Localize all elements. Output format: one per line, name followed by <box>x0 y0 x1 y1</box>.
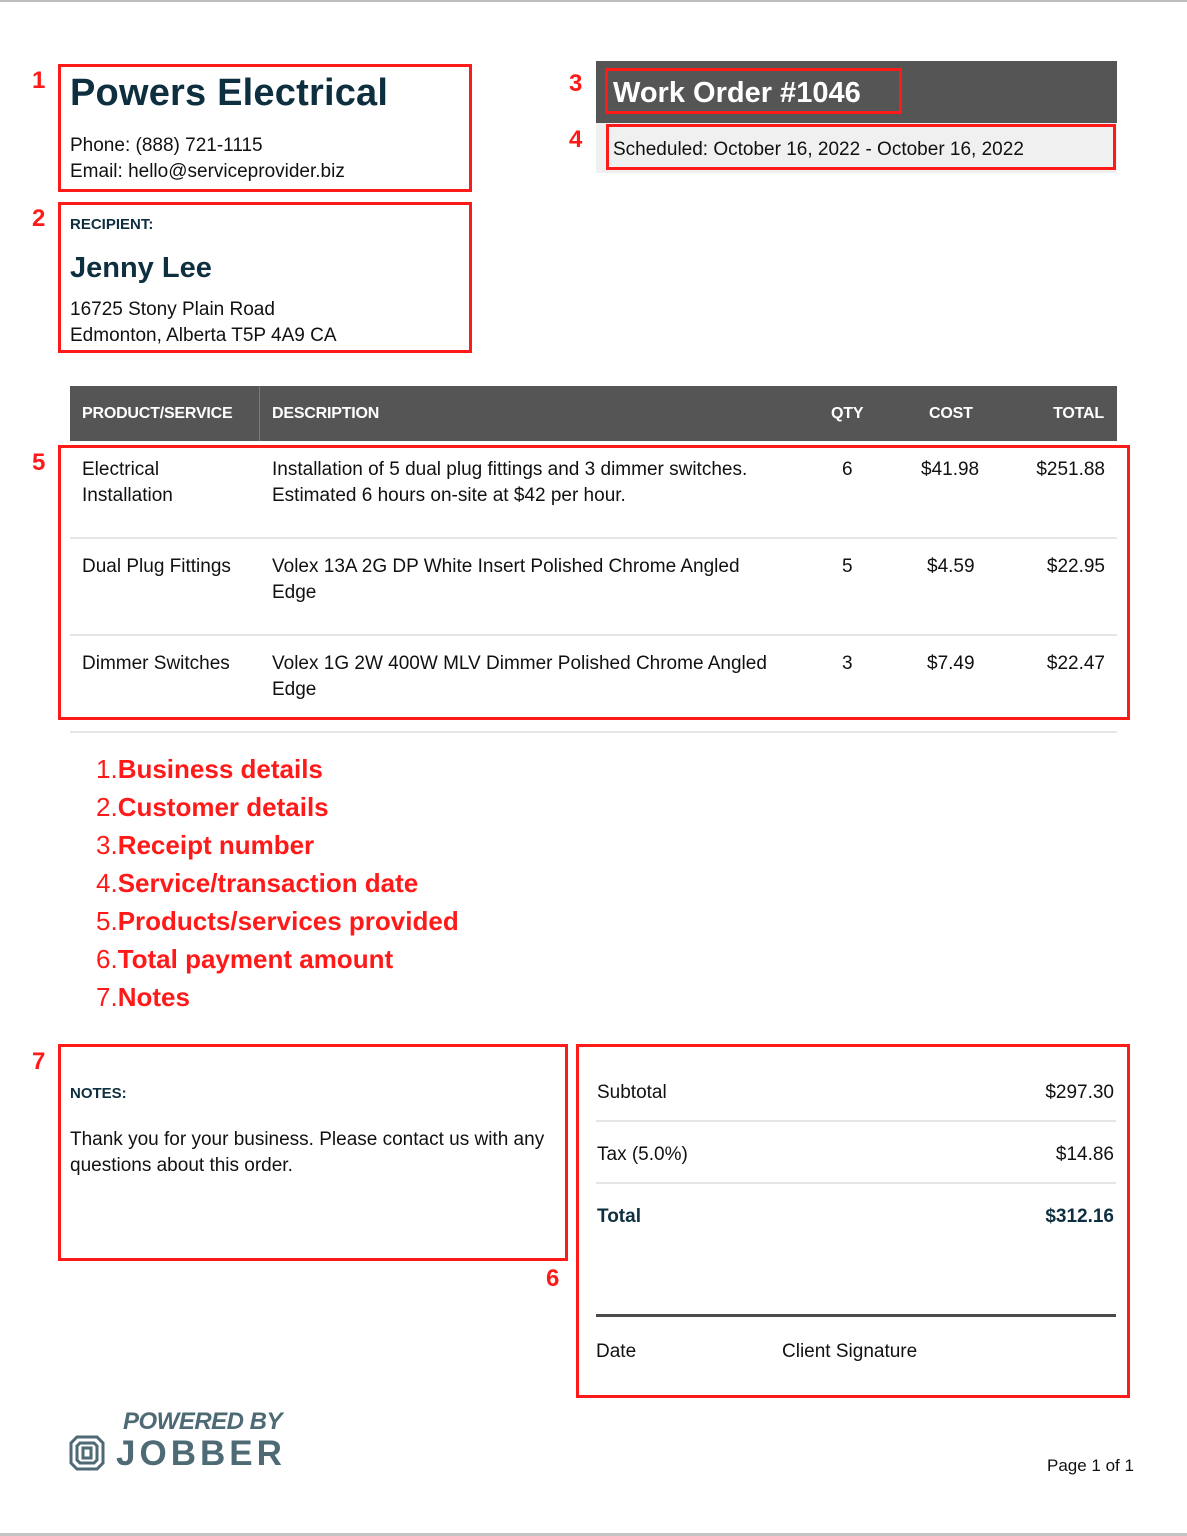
header-divider <box>259 386 260 441</box>
legend-text: Business details <box>117 754 323 784</box>
row-description-cont: Edge <box>272 582 317 603</box>
legend-item <box>96 984 190 1010</box>
powered-by-label: POWERED BY <box>123 1408 283 1435</box>
business-email: Email: hello@serviceprovider.biz <box>70 161 345 182</box>
col-header-qty: QTY <box>831 405 864 422</box>
legend-text: Notes <box>117 982 190 1012</box>
recipient-address-line1: 16725 Stony Plain Road <box>70 299 275 320</box>
row-description: Volex 1G 2W 400W MLV Dimmer Polished Chrome Angled <box>272 653 767 674</box>
recipient-label: RECIPIENT: <box>70 216 154 233</box>
client-signature-label: Client Signature <box>782 1341 918 1362</box>
work-order-title: Work Order #1046 <box>613 77 861 109</box>
callout-number: 1 <box>32 67 46 94</box>
legend-item <box>96 908 459 934</box>
legend-number: 4. <box>96 868 118 898</box>
row-total: $22.47 <box>1046 653 1105 674</box>
line-items-table-header <box>70 386 1117 441</box>
legend-item <box>96 832 314 858</box>
legend-number: 5. <box>96 906 118 936</box>
tax-value: $14.86 <box>1055 1144 1114 1165</box>
page-number: Page 1 of 1 <box>1047 1456 1134 1475</box>
business-name: Powers Electrical <box>70 72 389 114</box>
notes-label: NOTES: <box>70 1085 127 1102</box>
callout-box-total <box>576 1044 1130 1398</box>
subtotal-label: Subtotal <box>597 1082 667 1103</box>
row-cost: $4.59 <box>927 556 975 577</box>
row-total: $22.95 <box>1046 556 1105 577</box>
legend-item <box>96 870 418 896</box>
row-description: Installation of 5 dual plug fittings and 3 dimmer switches. <box>272 459 748 480</box>
legend-text: Products/services provided <box>117 906 459 936</box>
legend-text: Customer details <box>117 792 329 822</box>
row-cost: $7.49 <box>927 653 975 674</box>
row-total: $251.88 <box>1036 459 1105 480</box>
row-product: Dimmer Switches <box>82 653 230 674</box>
callout-box-products <box>58 445 1130 720</box>
legend-text: Total payment amount <box>117 944 394 974</box>
date-label: Date <box>596 1341 637 1362</box>
col-header-product: PRODUCT/SERVICE <box>82 405 233 422</box>
total-label: Total <box>597 1206 641 1227</box>
row-description: Volex 13A 2G DP White Insert Polished Chrome Angled <box>272 556 740 577</box>
row-cost: $41.98 <box>921 459 980 480</box>
legend-number: 1. <box>96 754 118 784</box>
legend-number: 6. <box>96 944 118 974</box>
col-header-description: DESCRIPTION <box>272 405 380 422</box>
col-header-total: TOTAL <box>1053 405 1104 422</box>
tax-label: Tax (5.0%) <box>597 1144 688 1165</box>
callout-box-notes <box>58 1044 568 1261</box>
recipient-name: Jenny Lee <box>70 252 212 284</box>
jobber-wordmark: JOBBER <box>116 1434 286 1473</box>
callout-number: 6 <box>546 1265 560 1292</box>
callout-number: 7 <box>32 1048 46 1075</box>
col-header-cost: COST <box>929 405 973 422</box>
subtotal-value: $297.30 <box>1045 1082 1114 1103</box>
row-description-cont: Edge <box>272 679 317 700</box>
callout-box-date <box>606 124 1116 170</box>
table-bottom-divider <box>70 731 1117 733</box>
row-qty: 3 <box>842 653 853 674</box>
row-qty: 6 <box>842 459 853 480</box>
callout-number: 3 <box>569 70 583 97</box>
total-value: $312.16 <box>1045 1206 1114 1227</box>
legend-item <box>96 946 393 972</box>
scheduled-dates: Scheduled: October 16, 2022 - October 16, 2022 <box>613 139 1024 160</box>
callout-number: 2 <box>32 205 46 232</box>
row-product: Dual Plug Fittings <box>82 556 231 577</box>
row-product: Electrical <box>82 459 160 480</box>
legend-item <box>96 756 323 782</box>
legend-number: 2. <box>96 792 118 822</box>
legend-text: Service/transaction date <box>117 868 419 898</box>
legend-number: 7. <box>96 982 118 1012</box>
business-phone: Phone: (888) 721-1115 <box>70 135 263 156</box>
legend-item <box>96 794 329 820</box>
jobber-logo-icon <box>69 1435 105 1471</box>
callout-number: 4 <box>569 126 583 153</box>
legend-text: Receipt number <box>117 830 315 860</box>
row-description-cont: Estimated 6 hours on-site at $42 per hour. <box>272 485 626 506</box>
callout-box-business <box>58 64 472 192</box>
row-product-cont: Installation <box>82 485 173 506</box>
callout-number: 5 <box>32 449 46 476</box>
row-qty: 5 <box>842 556 853 577</box>
notes-text: Thank you for your business. Please contact us with any questions about this order. <box>70 1129 545 1176</box>
legend-number: 3. <box>96 830 118 860</box>
page-top-edge <box>0 0 1187 2</box>
recipient-address-line2: Edmonton, Alberta T5P 4A9 CA <box>70 325 337 346</box>
callout-box-customer <box>58 202 472 353</box>
callout-box-receipt-number <box>605 68 902 114</box>
